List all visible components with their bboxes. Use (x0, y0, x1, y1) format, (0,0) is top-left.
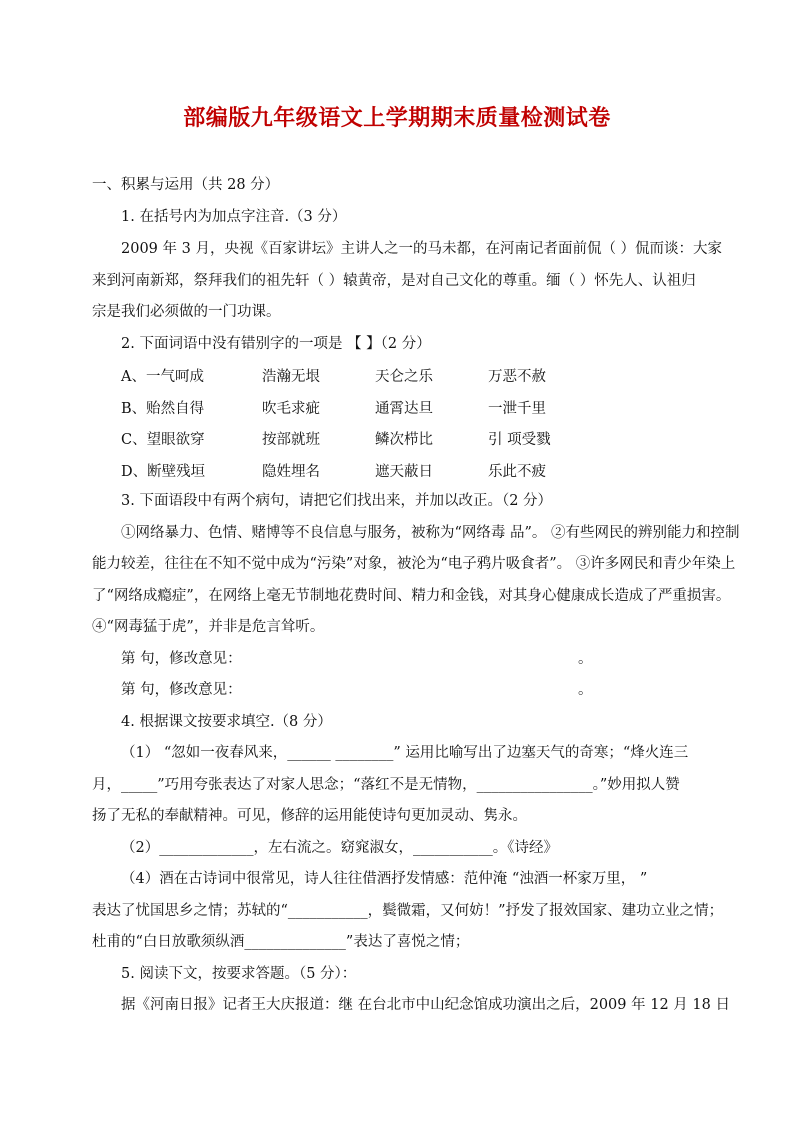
option-d-word-2: 隐姓埋名 (262, 464, 320, 480)
question-5-heading: 5. 阅读下文，按要求答题。（5 分）： (121, 966, 357, 982)
answer-row-end: 。 (578, 651, 593, 667)
option-c-word-1: C、望眼欲穿 (121, 432, 205, 448)
answer-row-prefix: 第 句，修改意见： (121, 651, 242, 667)
option-a-word-4: 万恶不赦 (488, 369, 546, 385)
option-b-word-2: 吹毛求疵 (262, 401, 320, 417)
section-heading: 一、积累与运用（共 28 分） (92, 177, 280, 193)
question-2-heading: 2. 下面词语中没有错别字的一项是 【 】（2 分） (121, 336, 431, 352)
option-b-word-4: 一泄千里 (488, 401, 546, 417)
question-1-line: 宗是我们必须做的一门功课。 (92, 304, 281, 320)
question-1-line: 2009 年 3 月，央视《百家讲坛》主讲人之一的马未都，在河南记者面前侃（ ）侃而谈：大家 (121, 241, 723, 257)
question-4-line: 月，_____”巧用夸张表达了对家人思念；“落红不是无情物，________________。”妙用拟人赞 (92, 777, 680, 793)
answer-row-prefix: 第 句，修改意见： (121, 682, 242, 698)
question-3-line: 了“网络成瘾症”，在网络上毫无节制地花费时间、精力和金钱，对其身心健康成长造成了严重损害。 (92, 588, 731, 604)
option-b-word-3: 通霄达旦 (375, 401, 433, 417)
option-c-word-2: 按部就班 (262, 432, 320, 448)
answer-row-end: 。 (578, 682, 593, 698)
question-3-line: ④“网毒猛于虎”，并非是危言耸听。 (92, 619, 325, 635)
question-4-line: 杜甫的“白日放歌须纵酒______________”表达了喜悦之情； (92, 934, 470, 950)
question-4-heading: 4. 根据课文按要求填空.（8 分） (121, 714, 332, 730)
option-a-word-3: 天仑之乐 (375, 369, 433, 385)
question-3-line: ①网络暴力、色情、赌博等不良信息与服务，被称为“网络毒 品”。 ②有些网民的辨别能力和控制 (121, 525, 740, 541)
question-5-line: 据《河南日报》记者王大庆报道：继 在台北市中山纪念馆成功演出之后，2009 年 12 月 18 日 (121, 997, 730, 1013)
option-c-word-4: 引 项受戮 (488, 432, 551, 448)
option-d-word-4: 乐此不疲 (488, 464, 546, 480)
option-d-word-1: D、断壁残垣 (121, 464, 206, 480)
option-c-word-3: 鳞次栉比 (375, 432, 433, 448)
question-4-line: 扬了无私的奉献精神。可见，修辞的运用能使诗句更加灵动、隽永。 (92, 808, 527, 824)
exam-title: 部编版九年级语文上学期期末质量检测试卷 (183, 105, 611, 131)
question-3-line: 能力较差，往往在不知不觉中成为“污染”对象，被沦为“电子鸦片吸食者”。 ③许多网民和青少年染上 (92, 556, 736, 572)
question-4-line: （4）酒在古诗词中很常见，诗人往往借酒抒发情感：范仲淹 “浊酒一杯家万里， ” (121, 871, 648, 887)
question-4-line: （2）_____________，左右流之。窈窕淑女，___________。《诗经》 (121, 840, 558, 856)
option-a-word-2: 浩瀚无垠 (262, 369, 320, 385)
question-3-heading: 3. 下面语段中有两个病句，请把它们找出来，并加以改正。（2 分） (121, 493, 553, 509)
option-d-word-3: 遮天蔽日 (375, 464, 433, 480)
question-1-heading: 1. 在括号内为加点字注音.（3 分） (121, 209, 347, 225)
question-4-line: （1） “忽如一夜春风来，______ ________” 运用比喻写出了边塞天气的奇寒；“烽火连三 (121, 745, 689, 761)
question-1-line: 来到河南新郑，祭拜我们的祖先轩（ ）辕黄帝，是对自己文化的尊重。缅（ ）怀先人、认祖归 (92, 273, 696, 289)
option-b-word-1: B、贻然自得 (121, 401, 205, 417)
question-4-line: 表达了忧国思乡之情；苏轼的“___________，鬓微霜，又何妨！”抒发了报效国家、建功立业之情； (92, 903, 724, 919)
option-a-word-1: A、一气呵成 (121, 369, 204, 385)
